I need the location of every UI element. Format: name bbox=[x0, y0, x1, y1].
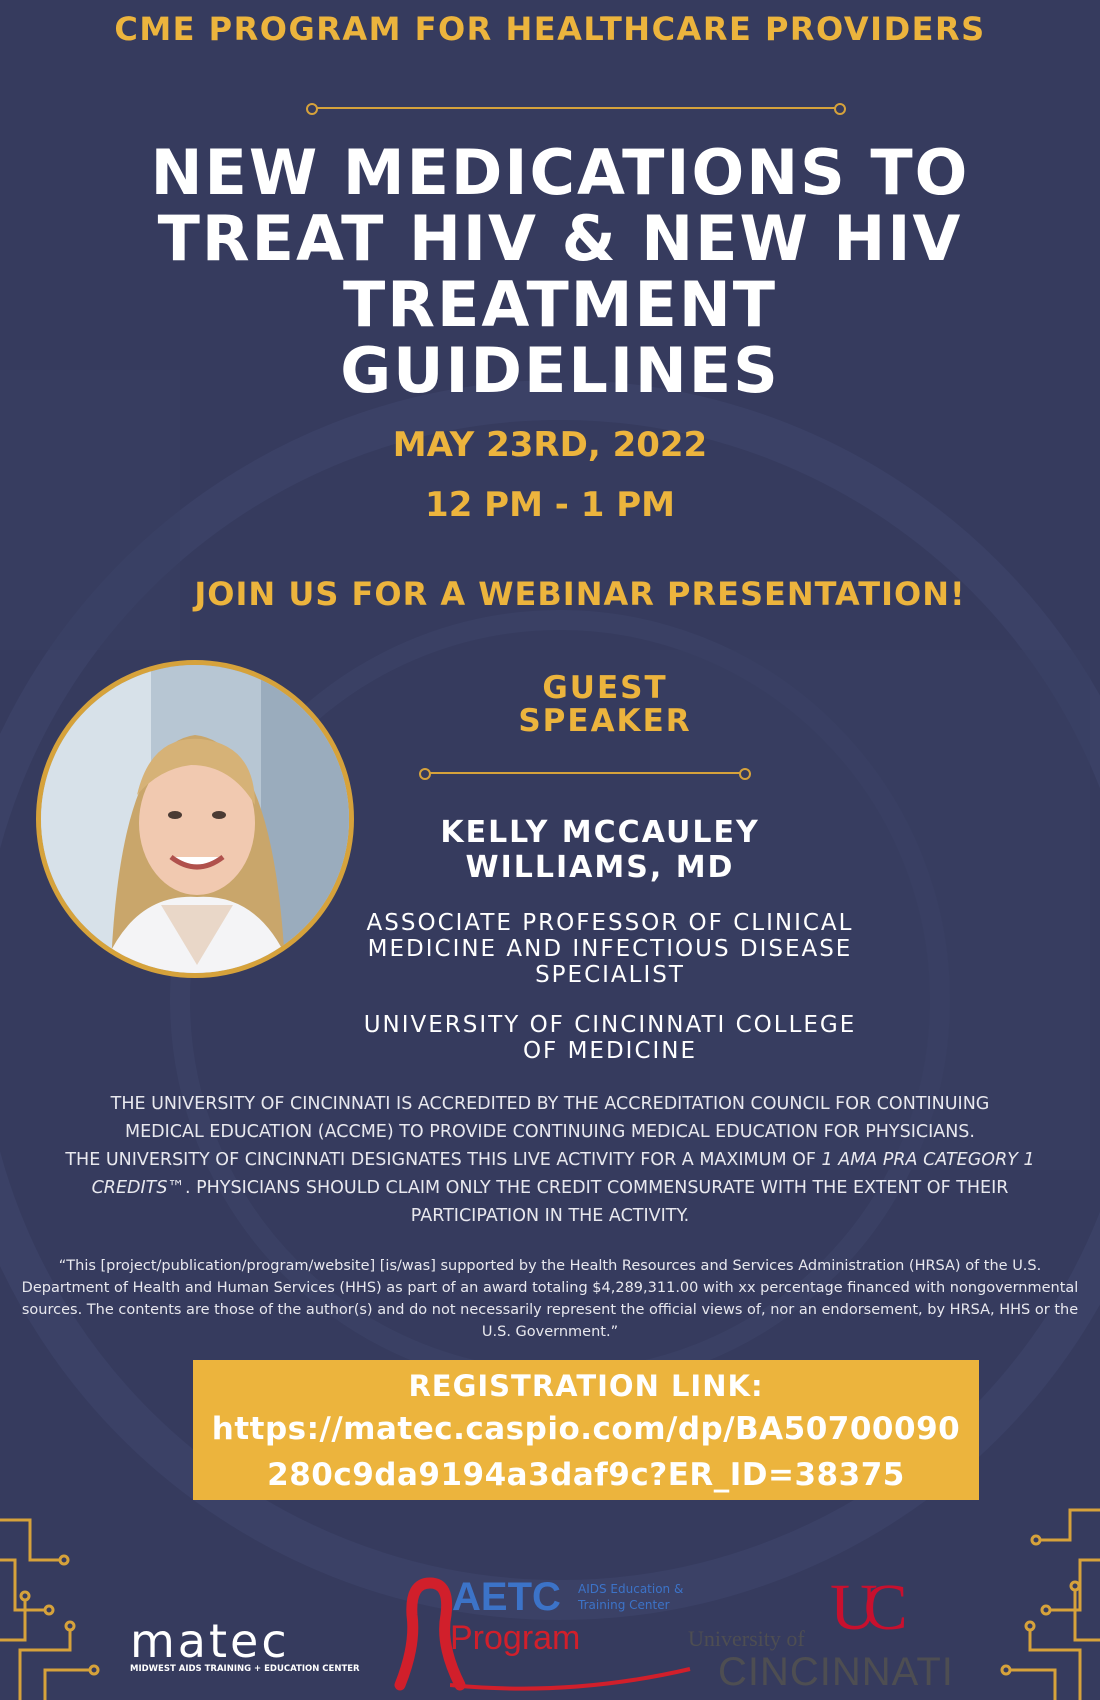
aetc-full-line2: Training Center bbox=[578, 1598, 670, 1612]
program-header: CME PROGRAM FOR HEALTHCARE PROVIDERS bbox=[114, 10, 986, 48]
accreditation-line1: THE UNIVERSITY OF CINCINNATI IS ACCREDITED BY THE ACCREDITATION COUNCIL FOR CONTINUING bbox=[110, 1094, 990, 1114]
speaker-role-line3: SPECIALIST bbox=[535, 962, 685, 988]
circuit-decoration-right bbox=[1000, 1490, 1100, 1700]
speaker-divider bbox=[425, 772, 745, 774]
matec-tagline: MIDWEST AIDS TRAINING + EDUCATION CENTER bbox=[130, 1664, 360, 1674]
aetc-logo bbox=[390, 1575, 700, 1695]
event-title: NEW MEDICATIONS TO TREAT HIV & NEW HIV TREATMENT GUIDELINES bbox=[150, 136, 970, 407]
webinar-invite: JOIN US FOR A WEBINAR PRESENTATION! bbox=[194, 575, 966, 613]
speaker-institution-line2: OF MEDICINE bbox=[522, 1038, 698, 1064]
registration-link[interactable] bbox=[193, 1406, 979, 1498]
disclaimer-line4: U.S. Government.” bbox=[481, 1324, 619, 1340]
speaker-role-line2: MEDICINE AND INFECTIOUS DISEASE bbox=[367, 936, 853, 962]
credit-designation-2: CREDITS™ bbox=[91, 1178, 185, 1198]
speaker-name bbox=[380, 815, 820, 885]
guest-speaker-label bbox=[480, 672, 730, 738]
disclaimer-line1: “This [project/publication/program/website] [is/was] supported by the Health Resources and Services Administration (HRSA) of the U.S. bbox=[58, 1258, 1042, 1274]
speaker-name-line1: KELLY MCCAULEY bbox=[440, 815, 760, 850]
speaker-institution bbox=[340, 1012, 880, 1064]
aetc-program: Program bbox=[450, 1619, 581, 1657]
accreditation-line3 bbox=[30, 1146, 1070, 1174]
accreditation-line4-text: . PHYSICIANS SHOULD CLAIM ONLY THE CREDIT COMMENSURATE WITH THE EXTENT OF THEIR bbox=[184, 1178, 1009, 1198]
aetc-full-line1: AIDS Education & bbox=[578, 1582, 684, 1596]
uc-logo bbox=[680, 1570, 970, 1700]
accreditation-line3-text: THE UNIVERSITY OF CINCINNATI DESIGNATES THIS LIVE ACTIVITY FOR A MAXIMUM OF bbox=[65, 1150, 822, 1170]
event-date: MAY 23RD, 2022 bbox=[392, 425, 708, 465]
registration-url-line2[interactable]: 280c9da9194a3daf9c?ER_ID=38375 bbox=[267, 1457, 905, 1493]
uc-line2: CINCINNATI bbox=[718, 1650, 954, 1694]
header-divider bbox=[312, 107, 840, 109]
guest-label-line2: SPEAKER bbox=[518, 703, 692, 739]
accreditation-line2: MEDICAL EDUCATION (ACCME) TO PROVIDE CONTINUING MEDICAL EDUCATION FOR PHYSICIANS. bbox=[125, 1122, 975, 1142]
registration-label: REGISTRATION LINK: bbox=[408, 1369, 764, 1403]
accreditation-statement bbox=[30, 1090, 1070, 1230]
speaker-name-line2: WILLIAMS, MD bbox=[465, 850, 735, 885]
uc-monogram: UC bbox=[830, 1571, 894, 1644]
registration-url-line1[interactable]: https://matec.caspio.com/dp/BA50700090 bbox=[211, 1411, 961, 1447]
funding-disclaimer bbox=[5, 1255, 1095, 1343]
event-time: 12 PM - 1 PM bbox=[425, 485, 675, 525]
matec-logo bbox=[130, 1614, 360, 1674]
disclaimer-line3: sources. The contents are those of the author(s) and do not necessarily represent the official views of, nor an endorsement, by HRSA, HHS or the bbox=[21, 1302, 1079, 1318]
accreditation-line4 bbox=[30, 1174, 1070, 1202]
speaker-portrait-illustration bbox=[41, 665, 349, 973]
uc-line1: University of bbox=[688, 1626, 805, 1651]
aetc-acronym: AETC bbox=[452, 1575, 561, 1619]
credit-designation-1: 1 AMA PRA CATEGORY 1 bbox=[821, 1150, 1035, 1170]
registration-box bbox=[193, 1360, 979, 1500]
aetc-full-name bbox=[578, 1581, 683, 1613]
speaker-role-line1: ASSOCIATE PROFESSOR OF CLINICAL bbox=[366, 910, 854, 936]
speaker-institution-line1: UNIVERSITY OF CINCINNATI COLLEGE bbox=[363, 1012, 857, 1038]
circuit-decoration-left bbox=[0, 1500, 100, 1700]
disclaimer-line2: Department of Health and Human Services (HHS) as part of an award totaling $4,289,311.00 with xx percentage financed with nongovernmental bbox=[21, 1280, 1079, 1296]
guest-label-line1: GUEST bbox=[542, 670, 668, 706]
aetc-swoosh bbox=[450, 1667, 700, 1695]
speaker-role bbox=[340, 910, 880, 988]
matec-wordmark: matec bbox=[130, 1614, 290, 1668]
accreditation-line5: PARTICIPATION IN THE ACTIVITY. bbox=[410, 1206, 690, 1226]
speaker-photo bbox=[36, 660, 354, 978]
